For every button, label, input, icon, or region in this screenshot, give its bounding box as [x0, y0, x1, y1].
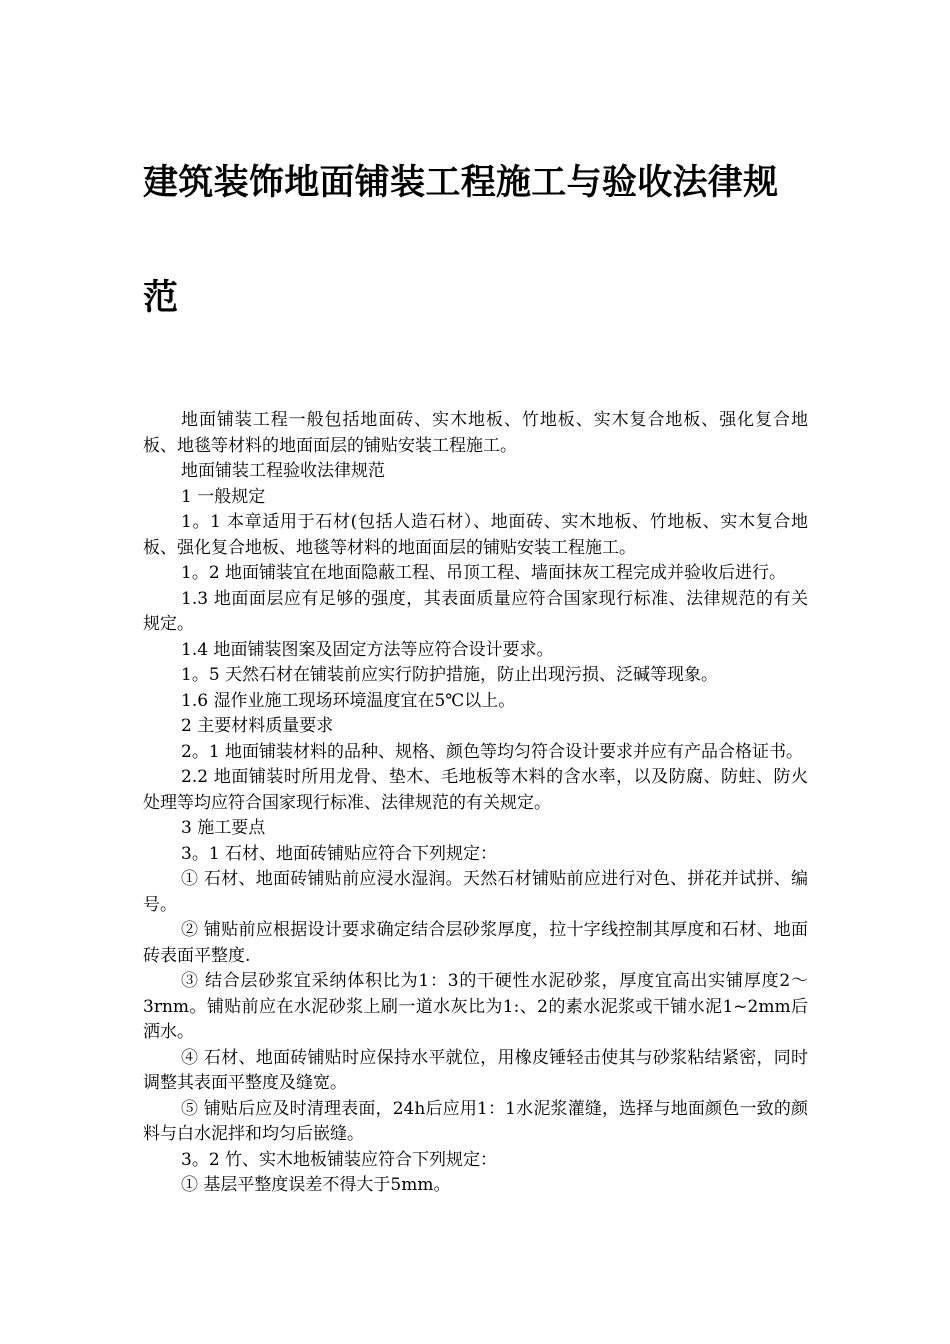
document-body — [143, 408, 808, 1199]
document-title: 建筑装饰地面铺装工程施工与验收法律规范 — [143, 162, 779, 318]
clause-3-2-item-1: ① 基层平整度误差不得大于5mm。 — [181, 1175, 451, 1195]
clause-2-2: 2.2 地面铺装时所用龙骨、垫木、毛地板等木料的含水率，以及防腐、防蛀、防火处理等均应符合国家现行标准、法律规范的有关规定。 — [143, 767, 808, 813]
paragraph-heading-main: 地面铺装工程验收法律规范 — [181, 461, 385, 481]
section-heading-2: 2 主要材料质量要求 — [181, 716, 334, 736]
clause-3-1-item-4: ④ 石材、地面砖铺贴时应保持水平就位，用橡皮锤轻击使其与砂浆粘结紧密，同时调整其表面平整度及缝宽。 — [143, 1047, 808, 1093]
clause-1-5: 1。5 天然石材在铺装前应实行防护措施，防止出现污损、泛碱等现象。 — [181, 665, 719, 685]
document-page — [143, 0, 808, 1199]
section-heading-1: 1 一般规定 — [181, 486, 266, 507]
section-heading-3: 3 施工要点 — [181, 818, 266, 838]
clause-3-1: 3。1 石材、地面砖铺贴应符合下列规定： — [181, 843, 498, 864]
clause-1-1: 1。1 本章适用于石材(包括人造石材）、地面砖、实木地板、竹地板、实木复合地板、强化复合地板、地毯等材料的地面面层的铺贴安装工程施工。 — [143, 512, 808, 558]
clause-3-2: 3。2 竹、实木地板铺装应符合下列规定： — [181, 1149, 498, 1170]
clause-3-1-item-5: ⑤ 铺贴后应及时清理表面，24h后应用1：1水泥浆灌缝，选择与地面颜色一致的颜料与白水泥拌和均匀后嵌缝。 — [143, 1098, 808, 1144]
clause-1-6: 1.6 湿作业施工现场环境温度宜在5℃以上。 — [181, 690, 516, 711]
clause-3-1-item-1: ① 石材、地面砖铺贴前应浸水湿润。天然石材铺贴前应进行对色、拼花并试拼、编号。 — [143, 869, 808, 915]
clause-1-4: 1.4 地面铺装图案及固定方法等应符合设计要求。 — [181, 639, 554, 660]
paragraph-intro: 地面铺装工程一般包括地面砖、实木地板、竹地板、实木复合地板、强化复合地板、地毯等材料的地面面层的铺贴安装工程施工。 — [143, 410, 808, 456]
clause-3-1-item-3: ③ 结合层砂浆宜采纳体积比为1：3的干硬性水泥砂浆，厚度宜高出实铺厚度2～3rnm。铺贴前应在水泥砂浆上刷一道水灰比为1:、2的素水泥浆或干铺水泥1~2mm后洒水。 — [143, 971, 808, 1042]
clause-2-1: 2。1 地面铺装材料的品种、规格、颜色等均匀符合设计要求并应有产品合格证书。 — [181, 741, 804, 762]
clause-1-2: 1。2 地面铺装宜在地面隐蔽工程、吊顶工程、墙面抹灰工程完成并验收后进行。 — [181, 563, 787, 583]
clause-3-1-item-2: ② 铺贴前应根据设计要求确定结合层砂浆厚度，拉十字线控制其厚度和石材、地面砖表面平整度. — [143, 920, 808, 966]
clause-1-3: 1.3 地面面层应有足够的强度，其表面质量应符合国家现行标准、法律规范的有关规定。 — [143, 588, 808, 634]
